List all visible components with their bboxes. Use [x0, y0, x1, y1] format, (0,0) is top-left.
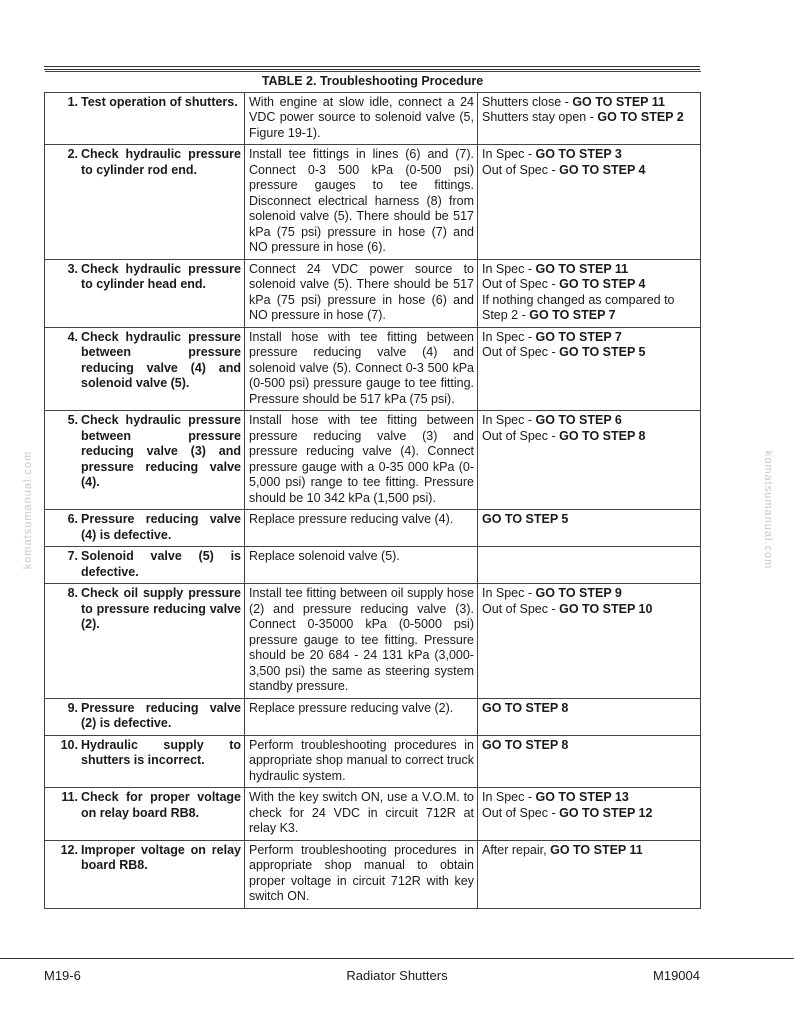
troubleshooting-table [44, 71, 701, 909]
table-row [45, 411, 701, 510]
result-condition: Shutters stay open - [482, 110, 598, 124]
step-description: Test operation of shutters. [81, 94, 238, 109]
footer-rule [0, 958, 794, 959]
step-number: 9. [67, 700, 78, 715]
result-cell [478, 411, 701, 510]
step-cell [45, 735, 245, 788]
table-row [45, 510, 701, 547]
result-line [482, 110, 697, 126]
result-condition: Out of Spec - [482, 277, 560, 291]
result-line [482, 277, 697, 293]
result-condition: After repair, [482, 842, 551, 857]
step-description: Improper voltage on relay board RB8. [81, 842, 241, 872]
step-description: Check hydraulic pressure between pressure reducing valve (4) and solenoid valve (5). [81, 329, 241, 390]
result-condition: If nothing changed as compared to Step 2 - [482, 292, 675, 322]
table-row [45, 327, 701, 411]
goto-step-link: GO TO STEP 5 [559, 345, 646, 359]
table-row [45, 259, 701, 327]
goto-step-link: GO TO STEP 11 [572, 94, 665, 109]
step-description: Check oil supply pressure to pressure reducing valve (2). [81, 586, 241, 631]
step-description: Solenoid valve (5) is defective. [81, 549, 241, 579]
result-condition: In Spec - [482, 261, 536, 276]
result-condition: In Spec - [482, 413, 536, 427]
document-code: M19004 [653, 968, 700, 983]
step-number: 2. [67, 147, 78, 161]
action-cell: Install hose with tee fitting between pressure reducing valve (3) and pressure reducing valve (4). Connect pressure gauge with a 0-35 000 kPa (0-5,000 psi) range to tee fitting. Pressure should be 10 342 kPa (1,500 psi). [245, 411, 478, 510]
result-condition: Out of Spec - [482, 805, 560, 820]
result-line [482, 429, 697, 445]
page-number: M19-6 [44, 968, 81, 983]
goto-step-link: GO TO STEP 7 [529, 308, 616, 322]
watermark-right: komatsumanual.com [762, 450, 774, 570]
action-cell: Replace pressure reducing valve (4). [245, 510, 478, 547]
result-condition: Out of Spec - [482, 162, 560, 177]
step-description: Hydraulic supply to shutters is incorrect. [81, 737, 241, 767]
result-condition: In Spec - [482, 329, 536, 344]
step-description: Check for proper voltage on relay board RB8. [81, 790, 241, 820]
step-cell [45, 788, 245, 841]
goto-step-link: GO TO STEP 11 [550, 842, 643, 857]
step-cell [45, 259, 245, 327]
step-cell [45, 145, 245, 260]
result-condition: Out of Spec - [482, 601, 560, 616]
result-line [482, 512, 697, 528]
table-row [45, 840, 701, 908]
step-cell [45, 698, 245, 735]
table-row [45, 735, 701, 788]
action-cell: With engine at slow idle, connect a 24 VDC power source to solenoid valve (5, Figure 19-1). [245, 92, 478, 145]
step-cell [45, 840, 245, 908]
step-number: 11. [61, 790, 78, 804]
goto-step-link: GO TO STEP 10 [559, 601, 653, 616]
table-row [45, 698, 701, 735]
step-description: Check hydraulic pressure between pressure reducing valve (3) and pressure reducing valve (4). [81, 413, 241, 489]
goto-step-link: GO TO STEP 8 [559, 428, 646, 443]
step-description: Check hydraulic pressure to cylinder head end. [81, 261, 241, 291]
goto-step-link: GO TO STEP 12 [559, 805, 653, 820]
step-cell [45, 547, 245, 584]
result-condition: In Spec - [482, 147, 536, 161]
step-description: Pressure reducing valve (2) is defective. [81, 700, 241, 730]
result-cell [478, 510, 701, 547]
action-cell: Replace solenoid valve (5). [245, 547, 478, 584]
step-number: 8. [67, 586, 78, 600]
result-cell [478, 327, 701, 411]
step-description: Check hydraulic pressure to cylinder rod end. [81, 147, 241, 177]
watermark-left: komatsumanual.com [22, 450, 34, 570]
result-line [482, 147, 697, 163]
table-row [45, 788, 701, 841]
action-cell: Perform troubleshooting procedures in appropriate shop manual to correct truck hydraulic system. [245, 735, 478, 788]
result-line [482, 843, 697, 859]
goto-step-link: GO TO STEP 4 [559, 277, 646, 291]
action-cell: Connect 24 VDC power source to solenoid valve (5). There should be 517 kPa (75 psi) pressure in hose (6) and NO pressure in hose (7). [245, 259, 478, 327]
top-rule [44, 66, 700, 67]
action-cell: With the key switch ON, use a V.O.M. to check for 24 VDC in circuit 712R at relay K3. [245, 788, 478, 841]
action-cell: Install hose with tee fitting between pressure reducing valve (4) and solenoid valve (5). Connect 0-3 500 kPa (0-500 psi) pressure gauge to tee fitting. Pressure should be 517 kPa (75 psi). [245, 327, 478, 411]
result-line [482, 413, 697, 429]
step-number: 6. [67, 512, 78, 526]
result-line [482, 262, 697, 278]
result-condition: Out of Spec - [482, 345, 560, 359]
result-condition: In Spec - [482, 790, 536, 804]
step-number: 3. [67, 261, 78, 276]
result-cell [478, 145, 701, 260]
table-body [45, 92, 701, 908]
result-line [482, 738, 697, 754]
result-line [482, 602, 697, 618]
step-number: 1. [67, 94, 78, 109]
step-cell [45, 411, 245, 510]
step-cell [45, 92, 245, 145]
result-cell [478, 584, 701, 699]
goto-step-link: GO TO STEP 2 [597, 110, 684, 124]
result-cell [478, 698, 701, 735]
table-row [45, 145, 701, 260]
table-row [45, 584, 701, 699]
goto-step-link: GO TO STEP 13 [535, 790, 629, 804]
action-cell: Replace pressure reducing valve (2). [245, 698, 478, 735]
result-cell [478, 788, 701, 841]
step-cell [45, 327, 245, 411]
result-line [482, 790, 697, 806]
result-cell [478, 92, 701, 145]
result-line [482, 293, 697, 324]
result-condition: Out of Spec - [482, 428, 560, 443]
result-condition: In Spec - [482, 586, 536, 600]
step-number: 12. [60, 842, 78, 857]
step-cell [45, 584, 245, 699]
goto-step-link: GO TO STEP 5 [482, 512, 569, 526]
action-cell: Install tee fitting between oil supply hose (2) and pressure reducing valve (3). Connect 0-35000 kPa (0-5000 psi) pressure gauge to tee fitting. Pressure should be 20 684 - 24 131 kPa (3,000-3,500 psi) the same as steering system standby pressure. [245, 584, 478, 699]
goto-step-link: GO TO STEP 4 [559, 162, 646, 177]
result-line [482, 701, 697, 717]
result-cell [478, 840, 701, 908]
step-number: 4. [67, 329, 78, 344]
top-rule [44, 69, 700, 70]
result-line [482, 806, 697, 822]
result-line [482, 586, 697, 602]
step-number: 5. [67, 413, 78, 427]
goto-step-link: GO TO STEP 8 [482, 700, 569, 715]
step-cell [45, 510, 245, 547]
goto-step-link: GO TO STEP 7 [535, 329, 622, 344]
goto-step-link: GO TO STEP 3 [535, 147, 622, 161]
step-number: 10. [60, 737, 78, 752]
step-description: Pressure reducing valve (4) is defective. [81, 512, 241, 542]
result-line [482, 345, 697, 361]
goto-step-link: GO TO STEP 11 [535, 261, 629, 276]
goto-step-link: GO TO STEP 9 [535, 586, 622, 600]
section-title: Radiator Shutters [346, 968, 448, 983]
goto-step-link: GO TO STEP 8 [482, 737, 569, 752]
result-cell [478, 547, 701, 584]
table-row [45, 547, 701, 584]
goto-step-link: GO TO STEP 6 [535, 413, 622, 427]
action-cell: Install tee fittings in lines (6) and (7). Connect 0-3 500 kPa (0-500 psi) pressure gauges to tee fittings. Disconnect electrical harness (8) from solenoid valve (5). There should be 517 kPa (75 psi) pressure in hose (7) and NO pressure in hose (6). [245, 145, 478, 260]
result-cell [478, 259, 701, 327]
result-condition: Shutters close - [482, 94, 573, 109]
table-row [45, 92, 701, 145]
result-cell [478, 735, 701, 788]
action-cell: Perform troubleshooting procedures in appropriate shop manual to obtain proper voltage in circuit 712R with key switch ON. [245, 840, 478, 908]
step-number: 7. [67, 549, 78, 563]
table-title: TABLE 2. Troubleshooting Procedure [45, 72, 701, 93]
result-line [482, 95, 697, 111]
result-line [482, 163, 697, 179]
result-line [482, 330, 697, 346]
